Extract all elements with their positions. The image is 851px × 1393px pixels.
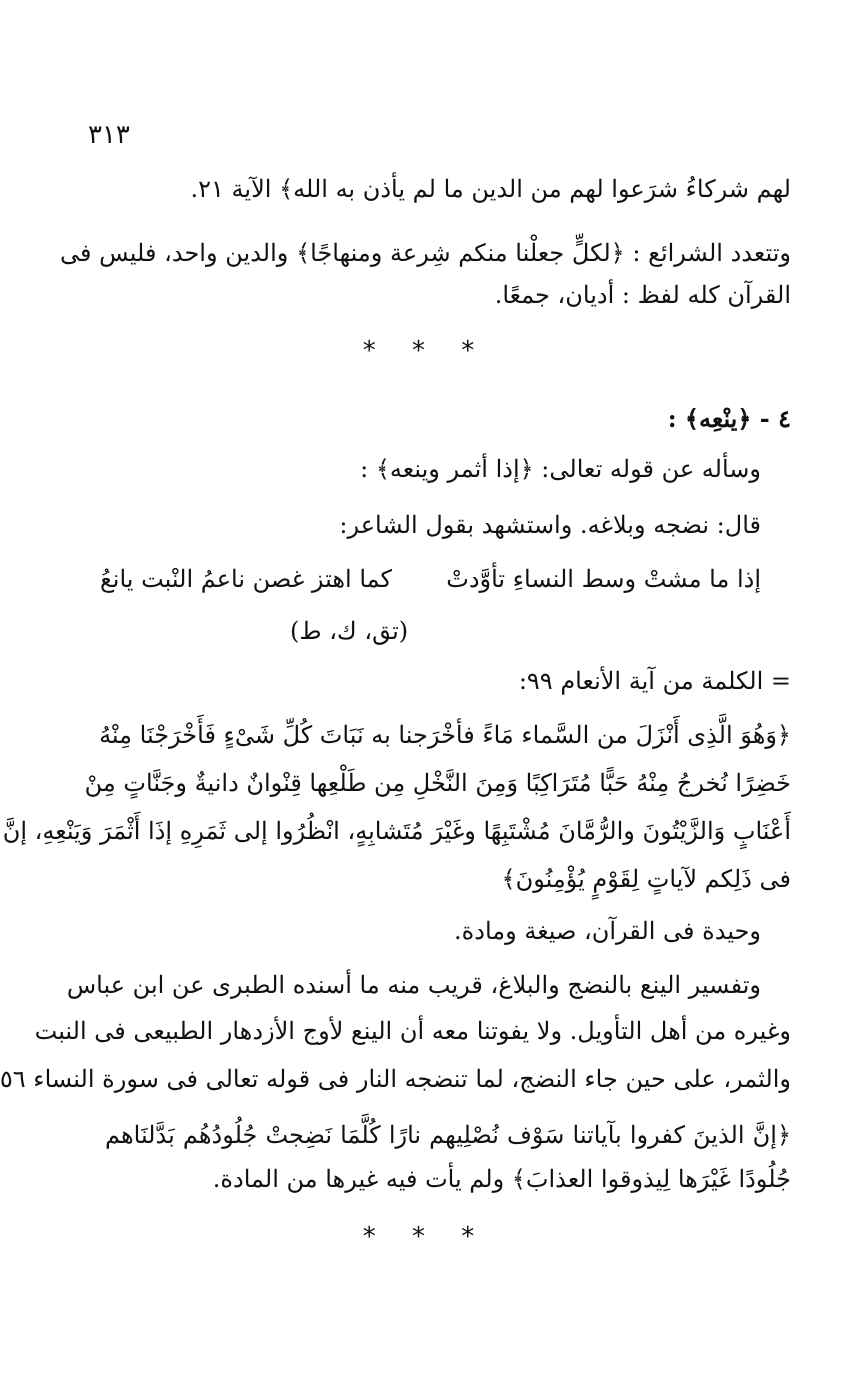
text-line: جُلُودًا غَيْرَها لِيذوقوا العذابَ﴾ ولم يأت فيه غيرها من المادة.: [212, 1165, 791, 1193]
quran-line: خَضِرًا نُخرجُ مِنْهُ حَبًّا مُتَرَاكِبًا وَمِنَ النَّخْلِ مِن طَلْعِها قِنْوانٌ دانيةٌ وجَنَّاتٍ مِنْ: [84, 769, 791, 797]
section-separator: * * *: [362, 1222, 489, 1252]
text-line: وسأله عن قوله تعالى: ﴿إذا أثمر وينعه﴾ :: [360, 455, 761, 483]
text-line: = الكلمة من آية الأنعام ٩٩:: [518, 667, 791, 695]
section-separator: * * *: [362, 336, 489, 366]
quran-line: فى ذَلِكم لآياتٍ لِقَوْمٍ يُؤْمِنُونَ﴾: [501, 865, 791, 893]
text-line: وحيدة فى القرآن، صيغة ومادة.: [454, 917, 761, 945]
quran-line: ﴿وَهُوَ الَّذِى أَنْزَلَ من السَّماء مَاءً فأخْرَجنا به نَبَاتَ كُلِّ شَىْءٍ فَأَخْرَجْنَا مِنْهُ: [99, 721, 791, 749]
text-line: القرآن كله لفظ : أديان، جمعًا.: [494, 281, 791, 309]
text-line: قال: نضجه وبلاغه. واستشهد بقول الشاعر:: [339, 511, 761, 539]
text-line: والثمر، على حين جاء النضج، لما تنضجه النار فى قوله تعالى فى سورة النساء ٥٦: [0, 1065, 791, 1093]
text-line: لهم شركاءُ شرَعوا لهم من الدين ما لم يأذن به الله﴾ الآية ٢١.: [190, 175, 791, 203]
page-number: ٣١٣: [88, 120, 130, 150]
poem-verse-left: كما اهتز غصن ناعمُ النْبت يانعُ: [100, 565, 392, 593]
text-line: وتفسير الينع بالنضج والبلاغ، قريب منه ما أسنده الطبرى عن ابن عباس: [66, 971, 761, 999]
quran-line: أَعْنَابٍ وَالزَّيْتُونَ والرُّمَّانَ مُشْتَبِهًا وغَيْرَ مُتَشابِهٍ، انْظُرُوا إلى ثَمَرِهِ إذَا أَثْمَرَ وَيَنْعِهِ، إنَّ: [2, 817, 791, 845]
citation: (تق، ك، ط): [290, 617, 409, 645]
text-line: وتتعدد الشرائع : ﴿لكلٍّ جعلْنا منكم شِرعة ومنهاجًا﴾ والدين واحد، فليس فى: [60, 239, 791, 267]
quran-line: ﴿إنَّ الذينَ كفروا بآياتنا سَوْف نُصْلِيهم نارًا كُلَّمَا نَضِجتْ جُلُودُهُم بَدَّلنَاهم: [105, 1121, 792, 1149]
poem-verse-right: إذا ما مشتْ وسط النساءِ تأوَّدتْ: [446, 565, 761, 593]
section-heading: ٤ - ﴿ينْعِه﴾ :: [667, 404, 791, 433]
text-line: وغيره من أهل التأويل. ولا يفوتنا معه أن الينع لأوج الأزدهار الطبيعى فى النبت: [34, 1017, 791, 1045]
